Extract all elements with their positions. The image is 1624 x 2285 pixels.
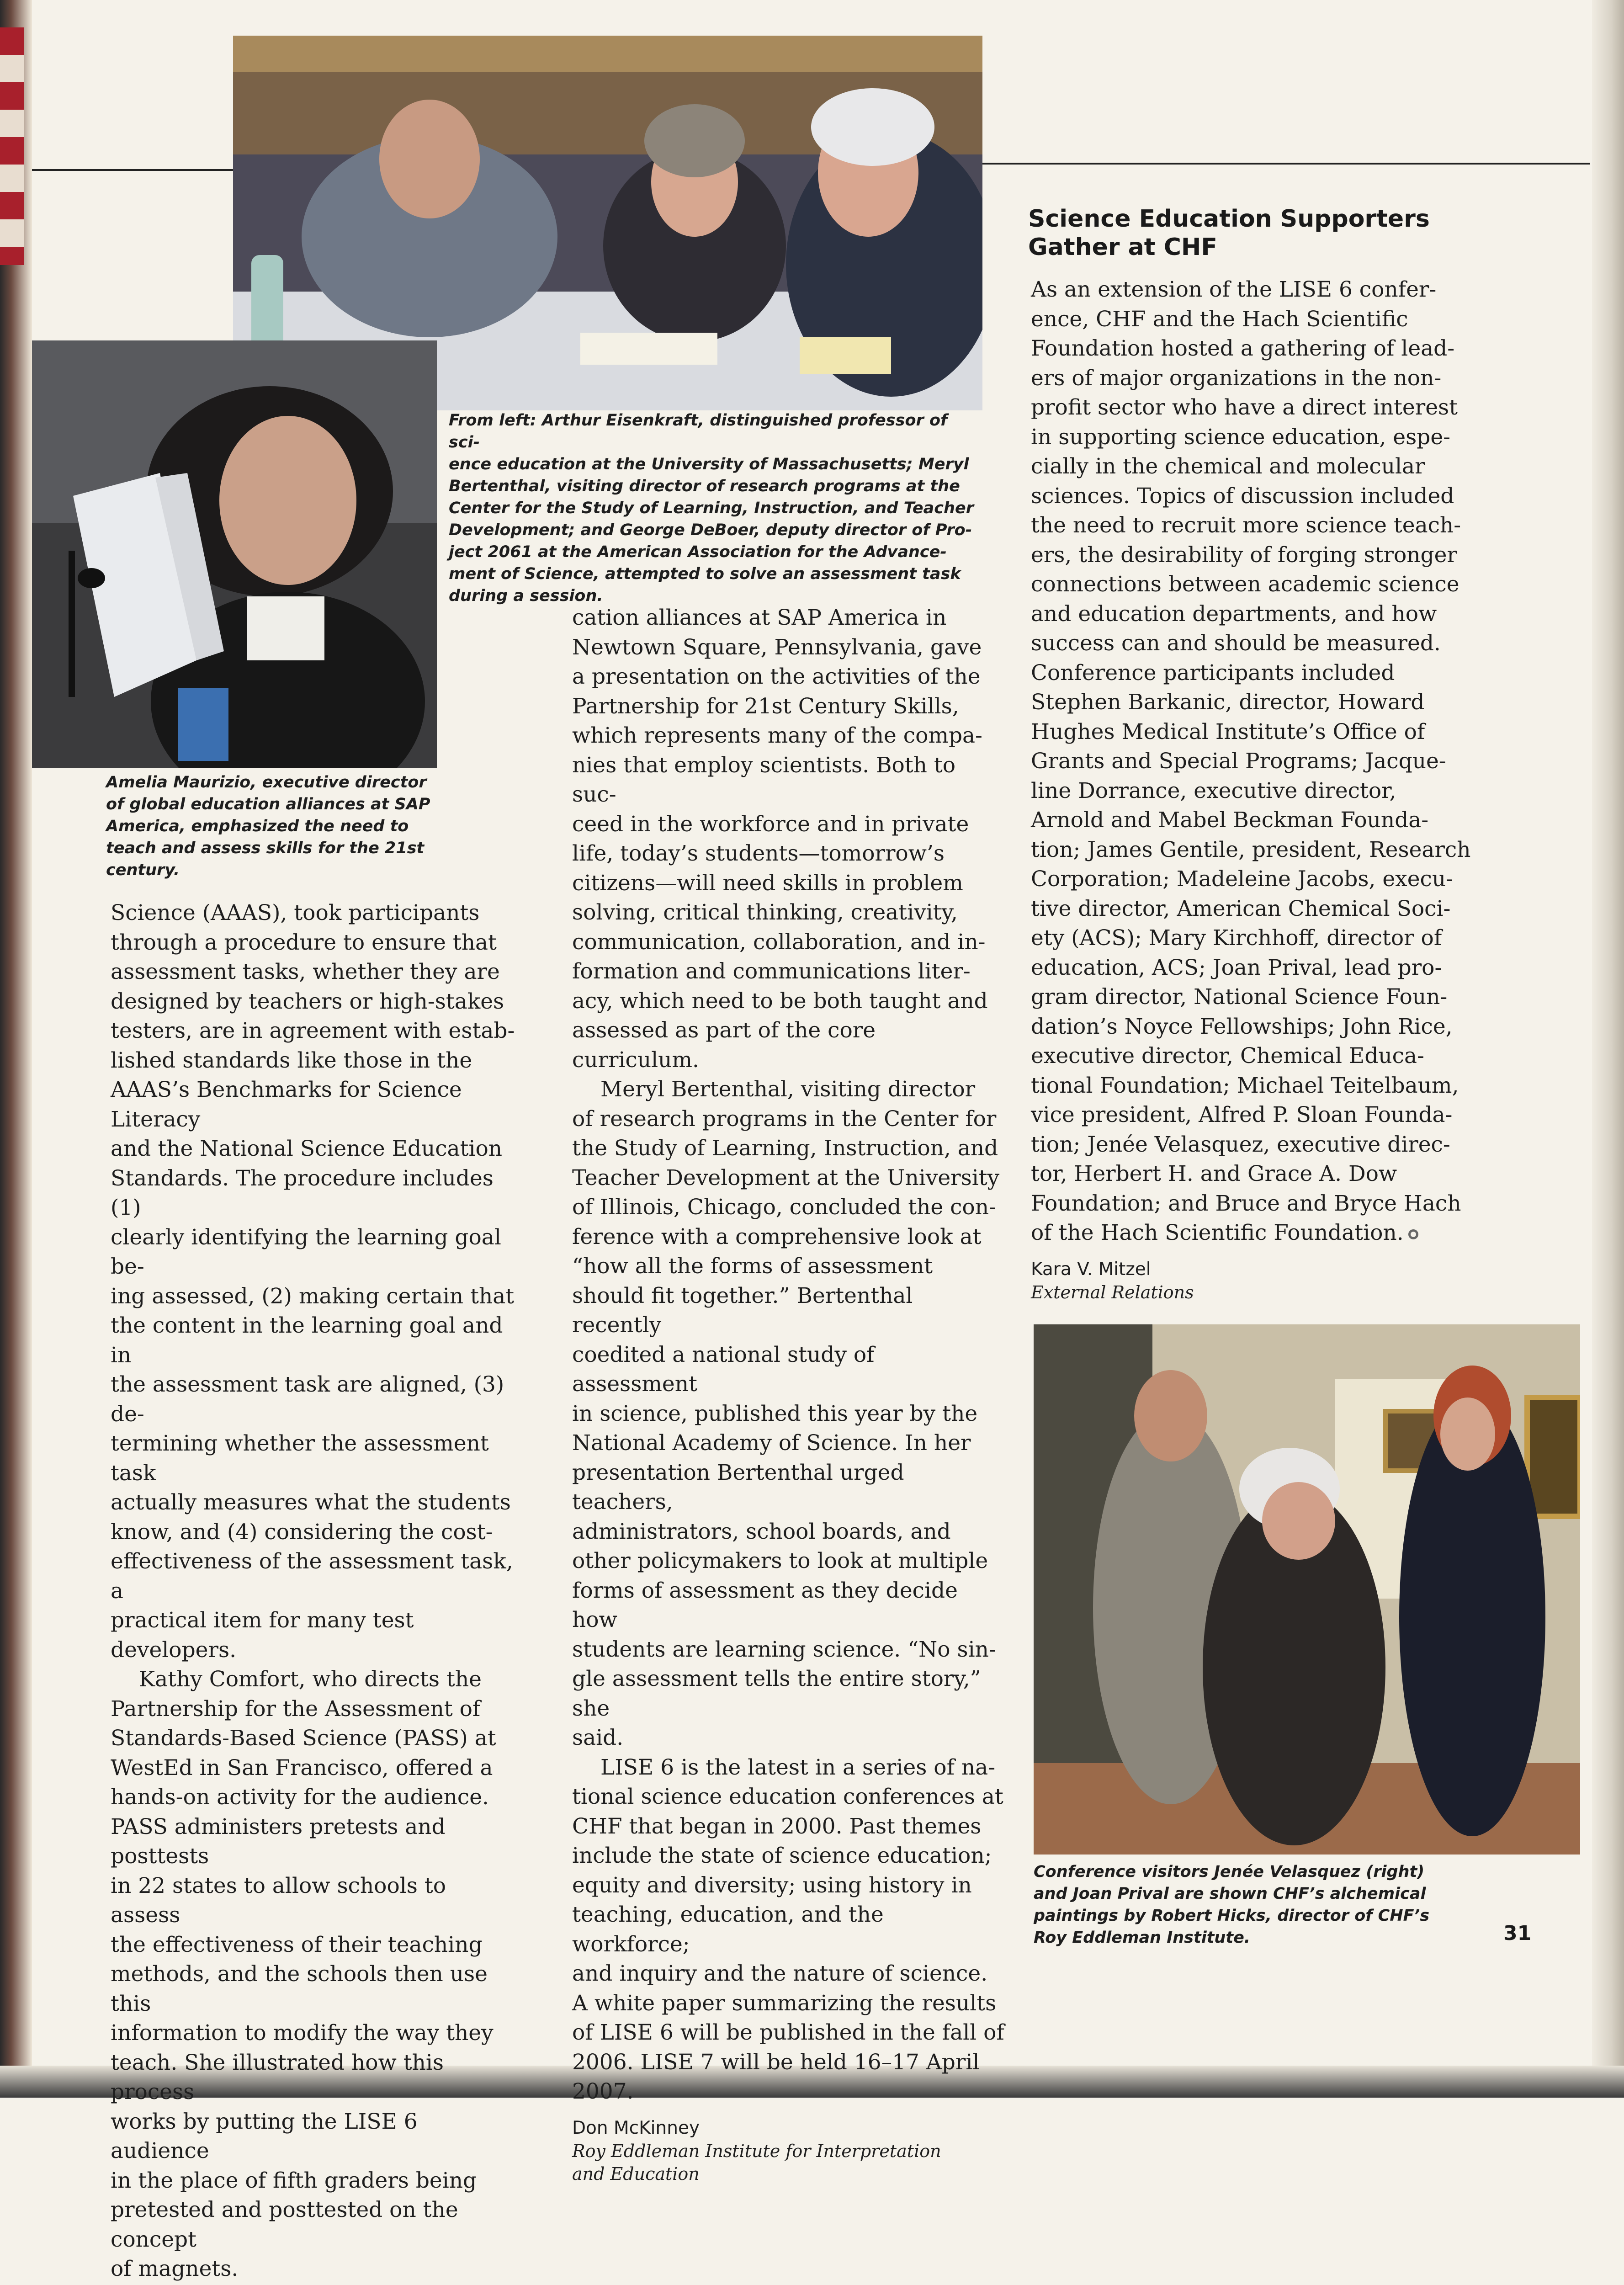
article-paragraph: Science (AAAS), took participants through a procedure to ensure that assessment tasks, whether they are designed by teachers or high-stakes testers, are in agreement with estab- lished standards like those in the AAAS’s Benchmarks for Science Literacy and the National Science Education Standards. The procedure includes (1) clearly identifying the learning goal be- ing assessed, (2) making certain that the content in the learning goal and in the assessment task are aligned, (3) de- termining whether the assessment task actually measures what the students know, and (4) considering the cost- effectiveness of the assessment task, a practical item for many test developers. [111,898,522,1665]
flag-strip-decoration [0,27,24,265]
sidebar-body [1031,275,1488,1304]
article-byline-organization: Roy Eddleman Institute for Interpretation and Education [572,2140,1006,2185]
photo-amelia-maurizio [32,340,437,768]
article-column-1 [111,898,522,2285]
article-paragraph: LISE 6 is the latest in a series of na- tional science education conferences at CHF that began in 2000. Past themes include the state of science education; equity and diversity; using history in teaching, education, and the workforce; and inquiry and the nature of science. A white paper summarizing the results of LISE 6 will be published in the fall of 2006. LISE 7 will be held 16–17 April 2007. [572,1753,1006,2107]
article-paragraph: Kathy Comfort, who directs the Partnership for the Assessment of Standards-Based Science (PASS) at WestEd in San Francisco, offered a hands-on activity for the audience. PASS administers pretests and posttests in 22 states to allow schools to assess the effectiveness of their teaching methods, and the schools then use this information to modify the way they teach. She illustrated how this process works by putting the LISE 6 audience in the place of fifth graders being pretested and posttested on the concept of magnets. [111,1665,522,2284]
article-paragraph [111,2284,522,2285]
end-of-article-icon [1408,1229,1418,1239]
caption-top-photo: From left: Arthur Eisenkraft, distinguished professor of sci- ence education at the University of Massachusetts; Meryl Bertenthal, visiting director of research programs at the Center for the Study of Learning, Instruction, and Teacher Development; and George DeBoer, deputy director of Pro- ject 2061 at the American Association for the Advance- ment of Science, attempted to solve an assessment task during a session. [449,409,981,607]
top-rule-right [982,163,1590,165]
article-paragraph: cation alliances at SAP America in Newtown Square, Pennsylvania, gave a presentation on the activities of the Partnership for 21st Century Skills, which represents many of the compa- nies that employ scientists. Both to suc- ceed in the workforce and in private life, today’s students—tomorrow’s citizens—will need skills in problem solving, critical thinking, creativity, communication, collaboration, and in- formation and communications liter- acy, which need to be both taught and assessed as part of the core curriculum. [572,603,1006,1075]
photo-gallery-visitors [1034,1324,1580,1855]
sidebar-byline-name: Kara V. Mitzel [1031,1258,1488,1281]
caption-left-photo: Amelia Maurizio, executive director of global education alliances at SAP America, emphasized the need to teach and assess skills for the 21st century. [106,771,440,881]
sidebar-byline-organization: External Relations [1031,1281,1488,1304]
article-byline-name: Don McKinney [572,2117,1006,2140]
top-rule-left [32,169,233,171]
page-right-edge [1592,0,1624,2098]
sidebar-headline: Science Education Supporters Gather at CHF [1028,205,1439,261]
article-column-2 [572,603,1006,2185]
caption-right-photo: Conference visitors Jenée Velasquez (right) and Joan Prival are shown CHF’s alchemical paintings by Robert Hicks, director of CHF’s Roy Eddleman Institute. [1034,1861,1580,1949]
article-paragraph: Meryl Bertenthal, visiting director of research programs in the Center for the Study of Learning, Instruction, and Teacher Development at the University of Illinois, Chicago, concluded the con- ference with a comprehensive look at “how all the forms of assessment should fit together.” Bertenthal recently coedited a national study of assessment in science, published this year by the National Academy of Science. In her presentation Bertenthal urged teachers, administrators, school boards, and other policymakers to look at multiple forms of assessment as they decide how students are learning science. “No sin- gle assessment tells the entire story,” she said. [572,1075,1006,1753]
sidebar-paragraph: As an extension of the LISE 6 confer- ence, CHF and the Hach Scientific Foundation hosted a gathering of lead- ers of major organizations in the non- profit sector who have a direct interest in supporting science education, espe- cially in the chemical and molecular sciences. Topics of discussion included the need to recruit more science teach- ers, the desirability of forging stronger connections between academic science and education departments, and how success can and should be measured. Conference participants included Stephen Barkanic, director, Howard Hughes Medical Institute’s Office of Grants and Special Programs; Jacque- line Dorrance, executive director, Arnold and Mabel Beckman Founda- tion; James Gentile, president, Research Corporation; Madeleine Jacobs, execu- tive director, American Chemical Soci- ety (ACS); Mary Kirchhoff, director of education, ACS; Joan Prival, lead pro- gram director, National Science Foun- dation’s Noyce Fellowships; John Rice, executive director, Chemical Educa- tional Foundation; Michael Teitelbaum, vice president, Alfred P. Sloan Founda- tion; Jenée Velasquez, executive direc- tor, Herbert H. and Grace A. Dow Foundation; and Bruce and Bryce Hach of the Hach Scientific Foundation. [1031,277,1471,1245]
page-spine-shadow [0,0,32,2098]
page-number: 31 [1503,1922,1531,1945]
